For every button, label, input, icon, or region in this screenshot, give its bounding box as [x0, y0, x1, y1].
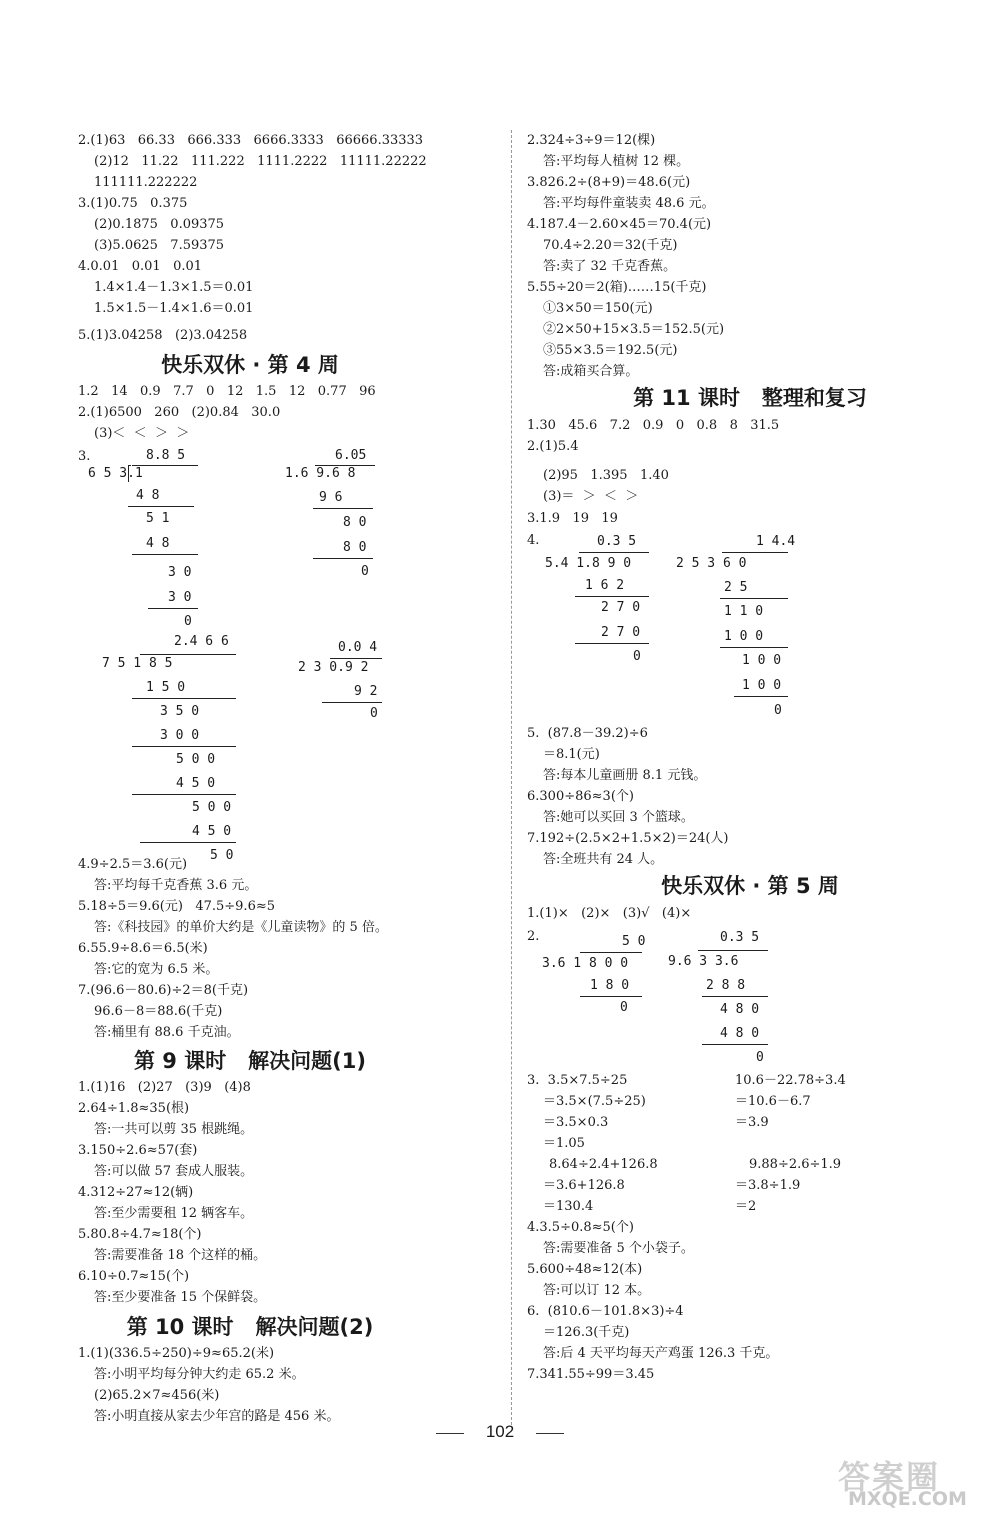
answer-line: 答:小明直接从家去少年宫的路是 456 米。 [94, 1409, 340, 1424]
answer-line: 2.(1)63 66.33 666.333 6666.3333 66666.33333 [78, 133, 424, 148]
answer-line: 答:至少要准备 15 个保鲜袋。 [94, 1290, 267, 1305]
answer-line: 5.18÷5＝9.6(元) 47.5÷9.6≈5 [78, 899, 275, 914]
answer-line: 7.192÷(2.5×2+1.5×2)＝24(人) [527, 831, 729, 846]
calc-line: ＝130.4 [543, 1199, 594, 1214]
answer-line: (3)5.0625 7.59375 [94, 238, 225, 253]
answer-line: 答:桶里有 88.6 千克油。 [94, 1025, 240, 1040]
answer-line: (2)95 1.395 1.40 [543, 468, 669, 483]
calc-line: ＝3.8÷1.9 [735, 1178, 801, 1193]
answer-line: 6.300÷86≈3(个) [527, 789, 634, 804]
answer-line: 1.(1)16 (2)27 (3)9 (4)8 [78, 1080, 251, 1095]
answer-line: 答:平均每千克香蕉 3.6 元。 [94, 878, 258, 893]
answer-line: 111111.222222 [94, 175, 198, 190]
answer-line: 4.187.4－2.60×45＝70.4(元) [527, 217, 712, 232]
answer-line: 5.55÷20＝2(箱)……15(千克) [527, 280, 707, 295]
answer-line: 5.600÷48≈12(本) [527, 1262, 643, 1277]
answer-line: 答:卖了 32 千克香蕉。 [543, 259, 677, 274]
answer-line: 5.80.8÷4.7≈18(个) [78, 1227, 202, 1242]
section-heading: 快乐双休 · 第 5 周 [661, 874, 839, 898]
answer-line: 3.826.2÷(8+9)＝48.6(元) [527, 175, 691, 190]
answer-line: 3. [78, 449, 91, 464]
watermark-badge: 答案圈 [838, 1458, 941, 1496]
answer-line: 1.(1)× (2)× (3)√ (4)× [527, 906, 692, 921]
answer-line: 答:每本儿童画册 8.1 元钱。 [543, 768, 707, 783]
answer-line: 答:可以订 12 本。 [543, 1283, 651, 1298]
calc-line: 9.88÷2.6÷1.9 [749, 1157, 842, 1172]
answer-line: 2.324÷3÷9＝12(棵) [527, 133, 656, 148]
answer-line: 2.64÷1.8≈35(根) [78, 1101, 190, 1116]
section-heading: 第 11 课时 整理和复习 [633, 386, 867, 410]
answer-line: ③55×3.5＝192.5(元) [543, 343, 678, 358]
answer-line: 1.4×1.4－1.3×1.5＝0.01 [94, 280, 254, 295]
watermark-url: MXQE.COM [848, 1488, 967, 1510]
answer-line: 5.(1)3.04258 (2)3.04258 [78, 328, 248, 343]
page-number-dash [436, 1433, 464, 1434]
page-number: 102 [485, 1422, 515, 1441]
answer-line: ＝8.1(元) [543, 747, 600, 762]
calc-line: ＝3.9 [735, 1115, 769, 1130]
calc-line: 10.6－22.78÷3.4 [735, 1073, 846, 1088]
answer-line: 96.6－8＝88.6(千克) [94, 1004, 223, 1019]
section-heading: 第 10 课时 解决问题(2) [126, 1315, 374, 1339]
answer-line: 2. [527, 929, 540, 944]
answer-line: (3)＜ ＜ ＞ ＞ [94, 426, 190, 441]
answer-line: 答:《科技园》的单价大约是《儿童读物》的 5 倍。 [94, 920, 388, 935]
answer-line: 答:需要准备 5 个小袋子。 [543, 1241, 694, 1256]
answer-line: 答:至少需要租 12 辆客车。 [94, 1206, 254, 1221]
answer-line: 答:它的宽为 6.5 米。 [94, 962, 219, 977]
answer-line: 答:全班共有 24 人。 [543, 852, 664, 867]
answer-line: 2.(1)6500 260 (2)0.84 30.0 [78, 405, 281, 420]
answer-line: (2)12 11.22 111.222 1111.2222 11111.22222 [94, 154, 427, 169]
calc-line: 8.64÷2.4+126.8 [549, 1157, 658, 1172]
column-divider [511, 130, 513, 1425]
calc-line: ＝1.05 [543, 1136, 585, 1151]
answer-line: (2)0.1875 0.09375 [94, 217, 225, 232]
answer-line: 1.(1)(336.5÷250)÷9≈65.2(米) [78, 1346, 275, 1361]
answer-line: 答:可以做 57 套成人服装。 [94, 1164, 254, 1179]
answer-line: 1.5×1.5－1.4×1.6＝0.01 [94, 301, 254, 316]
answer-line: 4.3.5÷0.8≈5(个) [527, 1220, 634, 1235]
answer-line: (2)65.2×7≈456(米) [94, 1388, 220, 1403]
answer-line: 3.1.9 19 19 [527, 511, 618, 526]
answer-line: 4. [527, 533, 540, 548]
answer-line: ②2×50+15×3.5＝152.5(元) [543, 322, 725, 337]
page-number-dash [536, 1433, 564, 1434]
answer-line: 2.(1)5.4 [527, 439, 579, 454]
answer-line: (3)＝ ＞ ＜ ＞ [543, 489, 639, 504]
answer-line: 1.30 45.6 7.2 0.9 0 0.8 8 31.5 [527, 418, 780, 433]
section-heading: 第 9 课时 解决问题(1) [134, 1049, 366, 1073]
answer-line: ＝126.3(千克) [543, 1325, 630, 1340]
answer-line: 6.55.9÷8.6＝6.5(米) [78, 941, 208, 956]
answer-line: 答:她可以买回 3 个篮球。 [543, 810, 694, 825]
answer-line: 答:后 4 天平均每天产鸡蛋 126.3 千克。 [543, 1346, 779, 1361]
answer-line: 6.10÷0.7≈15(个) [78, 1269, 190, 1284]
answer-line: 答:平均每件童装卖 48.6 元。 [543, 196, 715, 211]
answer-line: 答:一共可以剪 35 根跳绳。 [94, 1122, 254, 1137]
calc-line: 3. 3.5×7.5÷25 [527, 1073, 628, 1088]
calc-line: ＝10.6－6.7 [735, 1094, 811, 1109]
answer-line: 4.0.01 0.01 0.01 [78, 259, 203, 274]
answer-line: 答:小明平均每分钟大约走 65.2 米。 [94, 1367, 305, 1382]
answer-line: ①3×50＝150(元) [543, 301, 653, 316]
section-heading: 快乐双休 · 第 4 周 [161, 353, 339, 377]
answer-line: 7.341.55÷99＝3.45 [527, 1367, 655, 1382]
answer-line: 答:成箱买合算。 [543, 364, 639, 379]
calc-line: ＝2 [735, 1199, 757, 1214]
calc-line: ＝3.6+126.8 [543, 1178, 625, 1193]
answer-line: 4.9÷2.5＝3.6(元) [78, 857, 188, 872]
answer-line: 6. (810.6－101.8×3)÷4 [527, 1304, 684, 1319]
answer-line: 4.312÷27≈12(辆) [78, 1185, 194, 1200]
answer-line: 3.150÷2.6≈57(套) [78, 1143, 198, 1158]
calc-line: ＝3.5×(7.5÷25) [543, 1094, 646, 1109]
answer-line: 答:平均每人植树 12 棵。 [543, 154, 690, 169]
answer-line: 1.2 14 0.9 7.7 0 12 1.5 12 0.77 96 [78, 384, 376, 399]
answer-line: 答:需要准备 18 个这样的桶。 [94, 1248, 267, 1263]
answer-line: 7.(96.6－80.6)÷2＝8(千克) [78, 983, 249, 998]
answer-line: 5. (87.8－39.2)÷6 [527, 726, 648, 741]
answer-line: 3.(1)0.75 0.375 [78, 196, 188, 211]
calc-line: ＝3.5×0.3 [543, 1115, 609, 1130]
watermark-logo [838, 1452, 988, 1512]
answer-line: 70.4÷2.20＝32(千克) [543, 238, 678, 253]
